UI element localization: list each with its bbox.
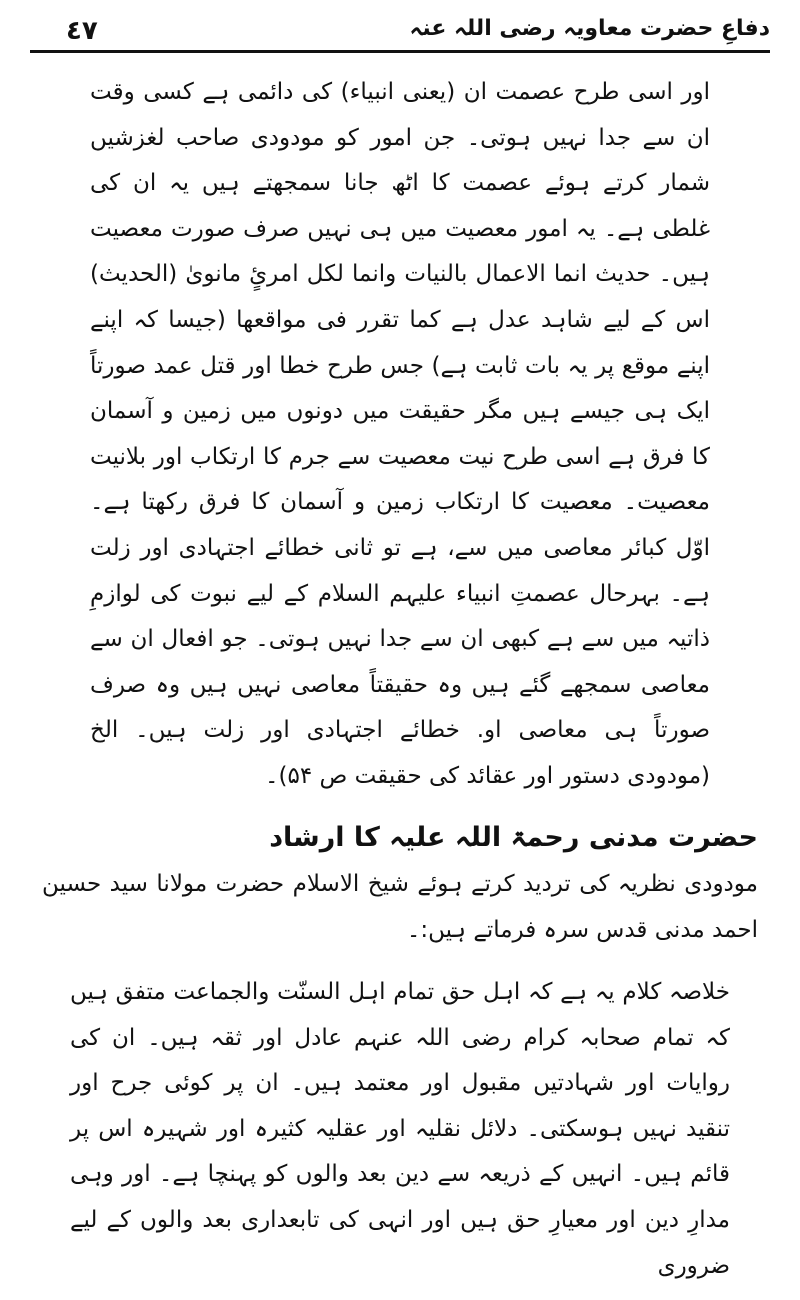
section-heading: حضرت مدنی رحمۃ اللہ علیہ کا ارشاد (269, 822, 758, 853)
intro-paragraph (42, 862, 758, 953)
passage-paragraph (90, 70, 710, 800)
quote-text: خلاصہ کلام یہ ہے کہ اہل حق تمام اہل السنّت والجماعت متفق ہیں کہ تمام صحابہ کرام رضی اللہ عنہم عادل اور ثقہ ہیں۔ ان کی روایات اور شہادتیں مقبول اور معتمد ہیں۔ ان پر کوئی جرح اور تنقید نہیں ہوسکتی۔ دلائل نقلیہ اور عقلیہ کثیرہ اور شہیرہ اس پر قائم ہیں۔ انہیں کے ذریعہ سے دین بعد والوں کو پہنچا ہے۔ اور وہی مدارِ دین اور معیارِ حق ہیں اور انہی کی تابعداری بعد والوں کے لیے ضروری (70, 979, 730, 1279)
quote-paragraph (70, 970, 730, 1289)
passage-text: اور اسی طرح عصمت ان (یعنی انبیاء) کی دائمی ہے کسی وقت ان سے جدا نہیں ہوتی۔ جن امور کو مودودی صاحب لغزشیں شمار کرتے ہوئے عصمت کا اٹھ جانا سمجھتے ہیں یہ ان کی غلطی ہے۔ یہ امور معصیت میں ہی نہیں صرف صورت معصیت ہیں۔ حدیث انما الاعمال بالنیات وانما لکل امرئٍ مانویٰ (الحدیث) اس کے لیے شاہد عدل ہے کما تقرر فی مواقعھا (جیسا کہ اپنے اپنے موقع پر یہ بات ثابت ہے) جس طرح خطا اور قتل عمد صورتاً ایک ہی جیسے ہیں مگر حقیقت میں دونوں میں زمین و آسمان کا فرق ہے اسی طرح نیت معصیت سے جرم کا ارتکاب اور بلانیت معصیت۔ معصیت کا ارتکاب زمین و آسمان کا فرق رکھتا ہے۔ اوّل کبائر معاصی میں سے، ہے تو ثانی خطائے اجتہادی اور زلت ہے۔ بہرحال عصمتِ انبیاء علیہم السلام کے لیے نبوت کی لوازمِ ذاتیہ میں سے ہے کبھی ان سے جدا نہیں ہوتی۔ جو افعال ان سے معاصی سمجھے گئے ہیں وہ حقیقتاً معاصی نہیں ہیں وہ صرف صورتاً ہی معاصی او. خطائے اجتہادی اور زلت ہیں۔ الخ (مودودی دستور اور عقائد کی حقیقت ص ۵۴)۔ (90, 79, 710, 789)
intro-text: مودودی نظریہ کی تردید کرتے ہوئے شیخ الاسلام حضرت مولانا سید حسین احمد مدنی قدس سرہ فرماتے ہیں:۔ (42, 871, 758, 943)
page-header (30, 6, 770, 54)
running-title: دفاعِ حضرت معاویہ رضی اللہ عنہ (409, 16, 770, 41)
page-number: ٤٧ (66, 16, 98, 46)
header-divider (30, 50, 770, 53)
